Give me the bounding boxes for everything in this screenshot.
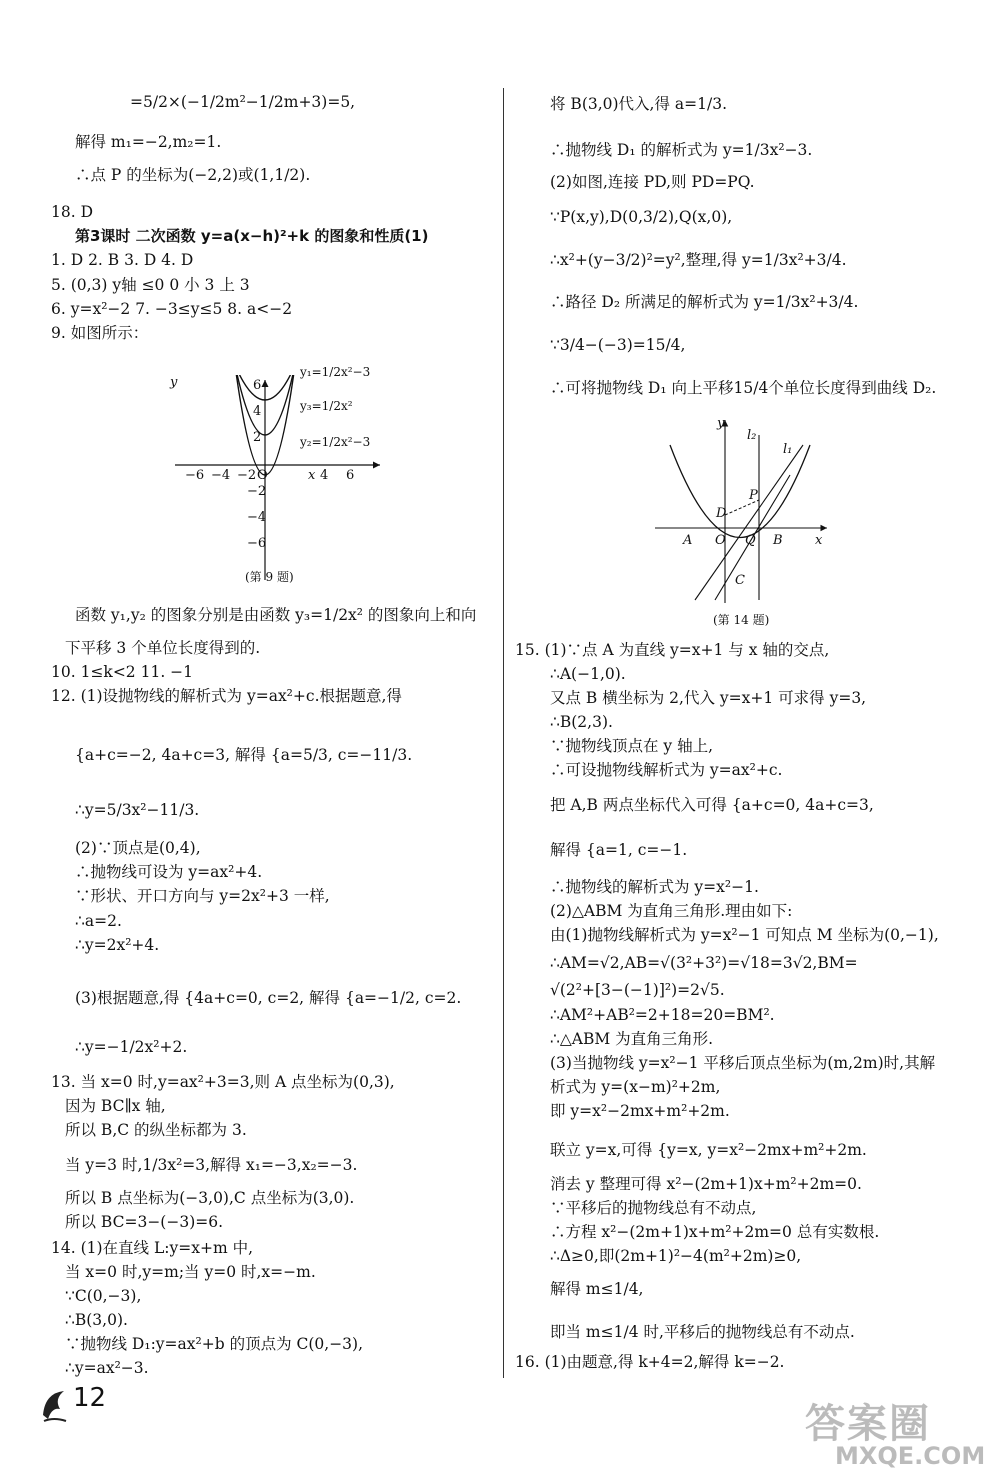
text-line: 因为 BC∥x 轴, xyxy=(65,1097,166,1115)
page-number: 12 xyxy=(73,1383,107,1413)
y-tick: 4 xyxy=(253,404,262,419)
text-line: 把 A,B 两点坐标代入可得 {a+c=0, 4a+c=3, xyxy=(550,796,874,814)
fig14-label: A xyxy=(683,533,693,548)
y-tick: −6 xyxy=(247,536,267,551)
text-line: 解得 {a=1, c=−1. xyxy=(550,841,688,859)
dolphin-logo-icon xyxy=(40,1385,70,1425)
x-axis-label: x xyxy=(308,468,316,483)
text-line: 15. (1)∵点 A 为直线 y=x+1 与 x 轴的交点, xyxy=(515,641,830,659)
x-tick: 4 xyxy=(320,468,329,483)
fig14-label: O xyxy=(715,533,726,548)
text-line: ∴y=−1/2x²+2. xyxy=(75,1038,188,1056)
y-tick: 2 xyxy=(253,430,262,445)
text-line: ∵形状、开口方向与 y=2x²+3 一样, xyxy=(75,887,330,905)
text-line: ∴y=2x²+4. xyxy=(75,936,160,954)
text-line: ∴Δ≥0,即(2m+1)²−4(m²+2m)≥0, xyxy=(550,1247,802,1265)
curve-label-y1: y₁=1/2x²−3 xyxy=(300,365,371,379)
text-line: 当 x=0 时,y=m;当 y=0 时,x=−m. xyxy=(65,1263,316,1281)
text-line: 又点 B 横坐标为 2,代入 y=x+1 可求得 y=3, xyxy=(550,689,867,707)
curve-label-y3: y₃=1/2x² xyxy=(300,399,353,413)
watermark: 答案圈 xyxy=(805,1401,931,1447)
text-line: ∴抛物线的解析式为 y=x²−1. xyxy=(550,878,759,896)
y-tick: −4 xyxy=(247,510,267,525)
text-line: (2)如图,连接 PD,则 PD=PQ. xyxy=(550,173,755,191)
x-tick: −4 xyxy=(211,468,231,483)
figure-9-graph xyxy=(175,375,395,585)
text-line: ∴y=5/3x²−11/3. xyxy=(75,801,200,819)
text-line: (3)根据题意,得 {4a+c=0, c=2, 解得 {a=−1/2, c=2. xyxy=(75,989,462,1007)
text-line: ∴AM²+AB²=2+18=20=BM². xyxy=(550,1006,775,1024)
text-line: 将 B(3,0)代入,得 a=1/3. xyxy=(550,95,728,113)
fig14-label: Q xyxy=(745,533,756,548)
text-line: 解得 m₁=−2,m₂=1. xyxy=(75,133,222,151)
text-line: 5. (0,3) y轴 ≤0 0 小 3 上 3 xyxy=(51,276,250,294)
x-tick: 6 xyxy=(346,468,355,483)
fig14-label: l₁ xyxy=(783,442,793,457)
fig14-label: B xyxy=(773,533,783,548)
text-line: ∴可将抛物线 D₁ 向上平移15/4个单位长度得到曲线 D₂. xyxy=(550,379,937,397)
text-line: ∴方程 x²−(2m+1)x+m²+2m=0 总有实数根. xyxy=(550,1223,880,1241)
text-line: 析式为 y=(x−m)²+2m, xyxy=(550,1078,721,1096)
text-line: 当 y=3 时,1/3x²=3,解得 x₁=−3,x₂=−3. xyxy=(65,1156,358,1174)
fig14-label: l₂ xyxy=(747,428,757,443)
text-line: 16. (1)由题意,得 k+4=2,解得 k=−2. xyxy=(515,1353,785,1371)
x-tick: O xyxy=(257,468,268,483)
text-line: 即 y=x²−2mx+m²+2m. xyxy=(550,1102,730,1120)
text-line: 18. D xyxy=(51,203,94,221)
text-line: ∴△ABM 为直角三角形. xyxy=(550,1030,714,1048)
text-line: 所以 B,C 的纵坐标都为 3. xyxy=(65,1121,247,1139)
text-line: {a+c=−2, 4a+c=3, 解得 {a=5/3, c=−11/3. xyxy=(75,746,413,764)
text-line: 13. 当 x=0 时,y=ax²+3=3,则 A 点坐标为(0,3), xyxy=(51,1073,395,1091)
fig14-label: x xyxy=(815,533,823,548)
text-line: ∴a=2. xyxy=(75,912,122,930)
text-line: ∴A(−1,0). xyxy=(550,665,626,683)
text-line: 函数 y₁,y₂ 的图象分别是由函数 y₃=1/2x² 的图象向上和向 xyxy=(75,606,477,624)
x-tick: −2 xyxy=(237,468,257,483)
figure-caption: (第 14 题) xyxy=(713,613,770,627)
text-line: 所以 B 点坐标为(−3,0),C 点坐标为(3,0). xyxy=(65,1189,355,1207)
y-tick: −2 xyxy=(247,484,267,499)
fig14-label: C xyxy=(735,573,745,588)
column-divider xyxy=(503,88,504,1378)
figure-caption: (第 9 题) xyxy=(245,570,294,584)
text-line: ∴可设抛物线解析式为 y=ax²+c. xyxy=(550,761,783,779)
y-axis-label: y xyxy=(170,375,178,390)
text-line: √(2²+[3−(−1)]²)=2√5. xyxy=(550,981,725,999)
figure-14-graph xyxy=(655,415,835,605)
text-line: (2)∵顶点是(0,4), xyxy=(75,839,201,857)
text-line: 9. 如图所示： xyxy=(51,324,149,342)
text-line: ∴B(2,3). xyxy=(550,713,613,731)
watermark-url: MXQE.COM xyxy=(835,1442,986,1470)
text-line: ∴点 P 的坐标为(−2,2)或(1,1/2). xyxy=(75,166,311,184)
text-line: ∴B(3,0). xyxy=(65,1311,128,1329)
x-tick: −6 xyxy=(185,468,205,483)
fig14-label: P xyxy=(749,488,758,503)
section-heading: 第3课时 二次函数 y=a(x−h)²+k 的图象和性质(1) xyxy=(75,227,429,245)
text-line: (3)当抛物线 y=x²−1 平移后顶点坐标为(m,2m)时,其解 xyxy=(550,1054,936,1072)
text-line: =5/2×(−1/2m²−1/2m+3)=5, xyxy=(130,93,356,111)
text-line: ∴x²+(y−3/2)²=y²,整理,得 y=1/3x²+3/4. xyxy=(550,251,847,269)
text-line: ∵抛物线顶点在 y 轴上, xyxy=(550,737,714,755)
curve-label-y2: y₂=1/2x²−3 xyxy=(300,435,371,449)
text-line: ∴抛物线 D₁ 的解析式为 y=1/3x²−3. xyxy=(550,141,813,159)
text-line: ∴抛物线可设为 y=ax²+4. xyxy=(75,863,263,881)
text-line: 消去 y 整理可得 x²−(2m+1)x+m²+2m=0. xyxy=(550,1175,862,1193)
text-line: ∴AM=√2,AB=√(3²+3²)=√18=3√2,BM= xyxy=(550,954,858,972)
text-line: ∴y=ax²−3. xyxy=(65,1359,149,1377)
text-line: 10. 1≤k<2 11. −1 xyxy=(51,663,194,681)
text-line: ∵C(0,−3), xyxy=(65,1287,142,1305)
text-line: ∵抛物线 D₁:y=ax²+b 的顶点为 C(0,−3), xyxy=(65,1335,364,1353)
text-line: ∵3/4−(−3)=15/4, xyxy=(550,336,686,354)
text-line: 由(1)抛物线解析式为 y=x²−1 可知点 M 坐标为(0,−1), xyxy=(550,926,939,944)
text-line: ∴路径 D₂ 所满足的解析式为 y=1/3x²+3/4. xyxy=(550,293,859,311)
text-line: 1. D 2. B 3. D 4. D xyxy=(51,251,194,269)
text-line: 即当 m≤1/4 时,平移后的抛物线总有不动点. xyxy=(550,1323,855,1341)
text-line: 6. y=x²−2 7. −3≤y≤5 8. a<−2 xyxy=(51,300,293,318)
text-line: 12. (1)设抛物线的解析式为 y=ax²+c.根据题意,得 xyxy=(51,687,402,705)
fig14-label: y xyxy=(717,416,725,431)
text-line: ∵平移后的抛物线总有不动点, xyxy=(550,1199,757,1217)
text-line: 下平移 3 个单位长度得到的. xyxy=(65,639,261,657)
fig14-label: D xyxy=(716,506,727,521)
text-line: 所以 BC=3−(−3)=6. xyxy=(65,1213,224,1231)
text-line: (2)△ABM 为直角三角形.理由如下: xyxy=(550,902,793,920)
y-tick: 6 xyxy=(253,378,262,393)
text-line: 14. (1)在直线 L:y=x+m 中, xyxy=(51,1239,253,1257)
text-line: ∵P(x,y),D(0,3/2),Q(x,0), xyxy=(550,208,733,226)
text-line: 联立 y=x,可得 {y=x, y=x²−2mx+m²+2m. xyxy=(550,1141,867,1159)
text-line: 解得 m≤1/4, xyxy=(550,1280,644,1298)
